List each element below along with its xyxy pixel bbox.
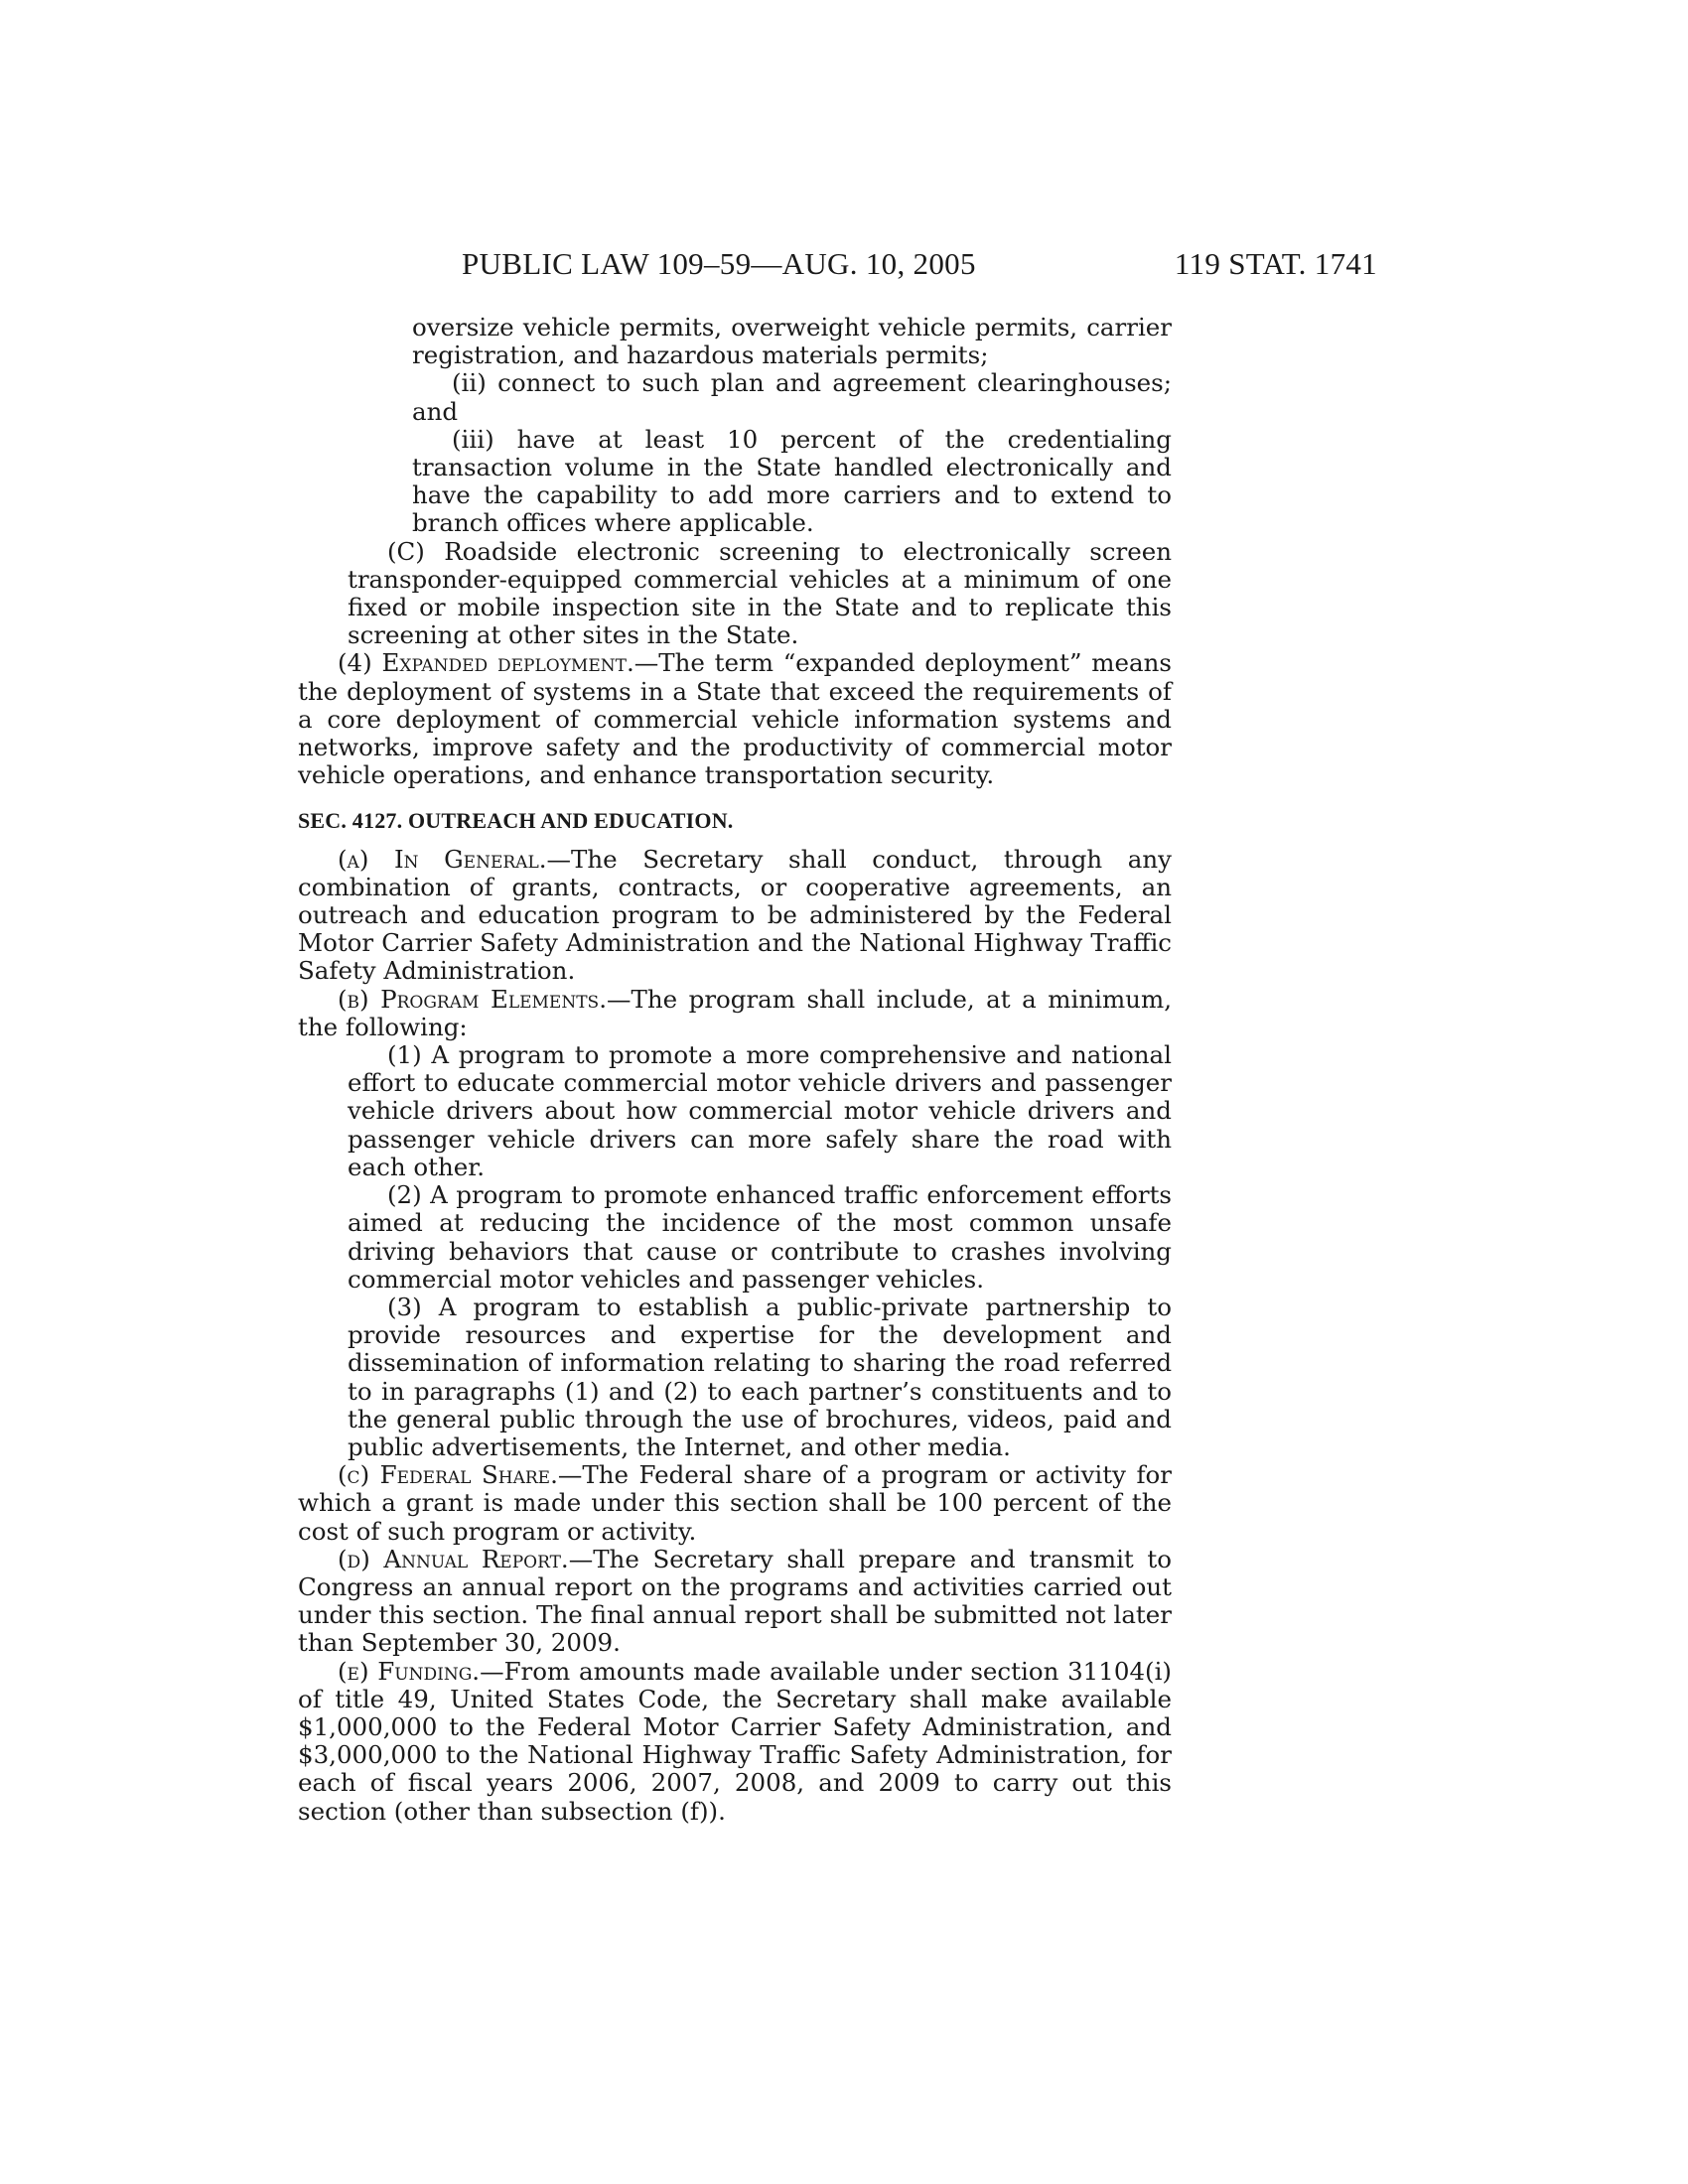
program-element-1: (1) A program to promote a more comprehensive and national effort to educate commercial motor vehicle drivers and passenger vehicle drivers about how commercial motor vehicle drivers and passenger vehicle drivers can more safely share the road with each other.: [348, 1040, 1172, 1181]
section-heading: SEC. 4127. OUTREACH AND EDUCATION.: [298, 808, 734, 834]
subsection-d-text: —The Secretary shall prepare and transmit to Congress an annual report on the programs and activities carried out under this section. The final annual report shall be submitted not later than September 30, 2009.: [298, 1544, 1172, 1658]
paragraph-4-expanded-deployment: [298, 649, 1172, 789]
expanded-deployment-text: —The term “expanded deployment” means the deployment of systems in a State that exceed the requirements of a core deployment of commercial vehicle information systems and networks, improve safety and the productivity of commercial motor vehicle operations, and enhance transportation security.: [298, 648, 1173, 790]
subsection-e-text: —From amounts made available under section 31104(i) of title 49, United States Code, the Secretary shall make available $1,000,000 to the Federal Motor Carrier Safety Administration, and $3,000,000 to the National Highway Traffic Safety Administration, for each of fiscal years 2006, 2007, 2008, and 2009 to carry out this section (other than subsection (f)).: [298, 1656, 1172, 1826]
subsection-b-label: (b) Program Elements.: [338, 984, 607, 1014]
subsection-b-text: —The program shall include, at a minimum, the following:: [298, 984, 1172, 1041]
subsection-c: [298, 1461, 1172, 1546]
clause-iii: (iii) have at least 10 percent of the credentialing transaction volume in the State handled electronically and have the capability to add more carriers and to extend to branch offices where applicable.: [412, 424, 1172, 538]
subsection-e-label: (e) Funding.: [338, 1656, 481, 1686]
subsection-e: [298, 1658, 1172, 1826]
public-law-citation: PUBLIC LAW 109–59—AUG. 10, 2005: [462, 246, 976, 281]
subparagraph-c-roadside-screening: (C) Roadside electronic screening to electronically screen transponder-equipped commercial vehicles at a minimum of one fixed or mobile inspection site in the State and to replicate this screening at other sites in the State.: [348, 536, 1172, 650]
subsection-d: [298, 1546, 1172, 1658]
program-element-3: (3) A program to establish a public-private partnership to provide resources and expertise for the development and dissemination of information relating to sharing the road referred to in paragraphs (1) and (2) to each partner’s constituents and to the general public through the use of brochures, videos, paid and public advertisements, the Internet, and other media.: [348, 1292, 1172, 1461]
running-head: [462, 246, 1377, 286]
subsection-c-label: (c) Federal Share.: [338, 1460, 558, 1490]
clause-ii: (ii) connect to such plan and agreement clearinghouses; and: [412, 368, 1172, 426]
subsection-b: [298, 986, 1172, 1041]
document-body: [298, 314, 1172, 1826]
subsection-c-text: —The Federal share of a program or activity for which a grant is made under this section shall be 100 percent of the cost of such program or activity.: [298, 1460, 1172, 1546]
subsection-d-label: (d) Annual Report.: [338, 1544, 569, 1573]
statute-page-number: 119 STAT. 1741: [1174, 246, 1377, 281]
paragraph-permits-continued: oversize vehicle permits, overweight vehicle permits, carrier registration, and hazardous materials permits;: [412, 313, 1172, 370]
subsection-a: [298, 846, 1172, 986]
program-element-2: (2) A program to promote enhanced traffic enforcement efforts aimed at reducing the incidence of the most common unsafe driving behaviors that cause or contribute to crashes involving commercial motor vehicles and passenger vehicles.: [348, 1180, 1172, 1294]
subsection-a-label: (a) In General.: [338, 844, 547, 874]
subsection-a-text: —The Secretary shall conduct, through any combination of grants, contracts, or cooperative agreements, an outreach and education program to be administered by the Federal Motor Carrier Safety Administration and the National Highway Traffic Safety Administration.: [298, 844, 1173, 986]
expanded-deployment-label: (4) Expanded deployment.: [338, 648, 634, 678]
